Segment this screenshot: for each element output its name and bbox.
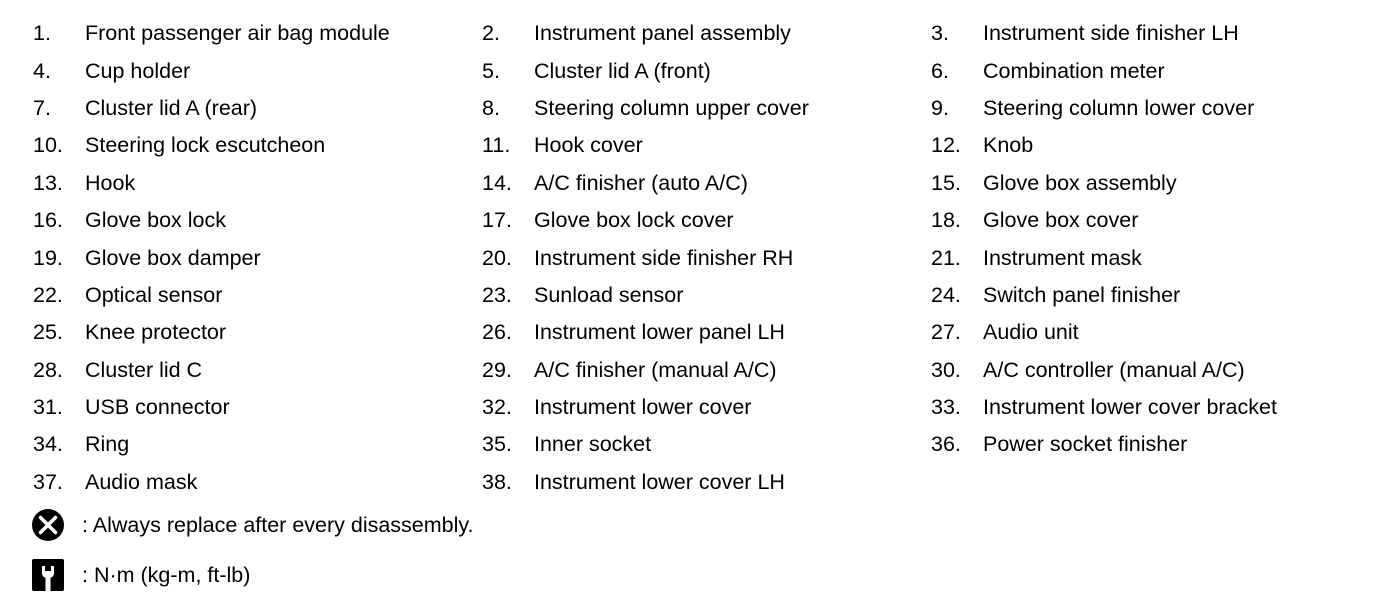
part-number: 10. (33, 133, 63, 158)
part-name: Combination meter (983, 58, 1165, 83)
part-number: 23. (482, 282, 512, 307)
part-name: Instrument mask (983, 245, 1142, 270)
part-name: Audio mask (85, 469, 198, 494)
part-number: 14. (482, 170, 512, 195)
part-item (931, 320, 1351, 345)
part-name: Steering column lower cover (983, 95, 1255, 120)
part-number: 35. (482, 432, 512, 457)
part-name: USB connector (85, 395, 230, 420)
part-number: 34. (33, 432, 63, 457)
part-item (33, 320, 482, 345)
parts-list (33, 15, 1351, 501)
part-item (482, 21, 931, 46)
torque-wrench-icon (31, 558, 65, 592)
part-name: Instrument lower cover bracket (983, 395, 1277, 420)
part-name: Glove box lock (85, 208, 227, 233)
part-number: 31. (33, 395, 63, 420)
part-name: Glove box cover (983, 208, 1139, 233)
part-number: 32. (482, 395, 512, 420)
part-number: 2. (482, 21, 500, 46)
part-item (33, 395, 482, 420)
replace-circle-x-icon (31, 508, 65, 542)
part-item (482, 320, 931, 345)
part-name: Glove box lock cover (534, 208, 734, 233)
part-item (33, 283, 482, 308)
part-name: Hook cover (534, 133, 643, 158)
part-number: 37. (33, 469, 63, 494)
part-item (482, 470, 931, 495)
part-item (33, 21, 482, 46)
part-name: Instrument lower cover (534, 395, 752, 420)
part-name: Cluster lid A (rear) (85, 95, 258, 120)
part-item (931, 432, 1351, 457)
part-item (482, 59, 931, 84)
part-item (482, 171, 931, 196)
part-item (931, 96, 1351, 121)
part-number: 26. (482, 320, 512, 345)
legend-torque-text: : N·m (kg-m, ft-lb) (82, 562, 251, 587)
part-name: A/C controller (manual A/C) (983, 357, 1245, 382)
part-number: 5. (482, 58, 500, 83)
part-number: 36. (931, 432, 961, 457)
part-name: Front passenger air bag module (85, 21, 390, 46)
part-name: Cluster lid C (85, 357, 203, 382)
part-number: 6. (931, 58, 949, 83)
part-name: Cup holder (85, 58, 191, 83)
part-number: 15. (931, 170, 961, 195)
part-number: 9. (931, 95, 949, 120)
part-number: 16. (33, 208, 63, 233)
part-number: 8. (482, 95, 500, 120)
part-item (33, 208, 482, 233)
part-item (931, 59, 1351, 84)
part-item (482, 208, 931, 233)
part-name: Optical sensor (85, 282, 223, 307)
part-number: 11. (482, 133, 511, 158)
part-name: Sunload sensor (534, 282, 684, 307)
part-number: 3. (931, 21, 949, 46)
part-number: 22. (33, 282, 63, 307)
part-name: A/C finisher (manual A/C) (534, 357, 777, 382)
part-item (931, 358, 1351, 383)
part-item (482, 246, 931, 271)
part-item (33, 246, 482, 271)
part-number: 19. (33, 245, 63, 270)
part-name: Glove box damper (85, 245, 261, 270)
part-name: Inner socket (534, 432, 652, 457)
part-number: 7. (33, 95, 51, 120)
part-item (33, 358, 482, 383)
part-number: 1. (33, 21, 51, 46)
part-item (33, 133, 482, 158)
legend-torque (31, 558, 250, 592)
part-item (482, 283, 931, 308)
part-name: Cluster lid A (front) (534, 58, 711, 83)
part-name: Instrument side finisher RH (534, 245, 794, 270)
part-name: Power socket finisher (983, 432, 1188, 457)
part-number: 21. (931, 245, 961, 270)
part-item (482, 358, 931, 383)
part-item (33, 470, 482, 495)
part-number: 33. (931, 395, 961, 420)
part-name: Knob (983, 133, 1034, 158)
part-number: 27. (931, 320, 961, 345)
part-number: 17. (482, 208, 512, 233)
part-item (482, 432, 931, 457)
part-name: Instrument side finisher LH (983, 21, 1239, 46)
part-name: Knee protector (85, 320, 227, 345)
part-name: Audio unit (983, 320, 1079, 345)
part-number: 20. (482, 245, 512, 270)
part-name: Instrument panel assembly (534, 21, 791, 46)
part-name: Instrument lower panel LH (534, 320, 785, 345)
part-item (931, 283, 1351, 308)
part-name: Instrument lower cover LH (534, 469, 785, 494)
part-name: Steering lock escutcheon (85, 133, 326, 158)
part-item (931, 21, 1351, 46)
part-name: Hook (85, 170, 136, 195)
part-item (931, 171, 1351, 196)
part-name: Switch panel finisher (983, 282, 1181, 307)
part-item (931, 208, 1351, 233)
part-number: 4. (33, 58, 51, 83)
legend-replace (31, 508, 474, 542)
part-number: 30. (931, 357, 961, 382)
part-number: 28. (33, 357, 63, 382)
legend-replace-text: : Always replace after every disassembly. (82, 512, 474, 537)
part-number: 38. (482, 469, 512, 494)
part-item (33, 171, 482, 196)
part-item (482, 96, 931, 121)
part-number: 12. (931, 133, 961, 158)
part-number: 29. (482, 357, 512, 382)
part-name: Glove box assembly (983, 170, 1177, 195)
part-number: 18. (931, 208, 961, 233)
part-item (931, 395, 1351, 420)
part-item (931, 246, 1351, 271)
part-name: Steering column upper cover (534, 95, 809, 120)
part-item (931, 133, 1351, 158)
part-item (482, 133, 931, 158)
part-number: 13. (33, 170, 63, 195)
part-name: A/C finisher (auto A/C) (534, 170, 748, 195)
part-item (33, 96, 482, 121)
part-name: Ring (85, 432, 130, 457)
part-number: 24. (931, 282, 961, 307)
part-item (33, 59, 482, 84)
part-item (482, 395, 931, 420)
part-item (33, 432, 482, 457)
part-number: 25. (33, 320, 63, 345)
